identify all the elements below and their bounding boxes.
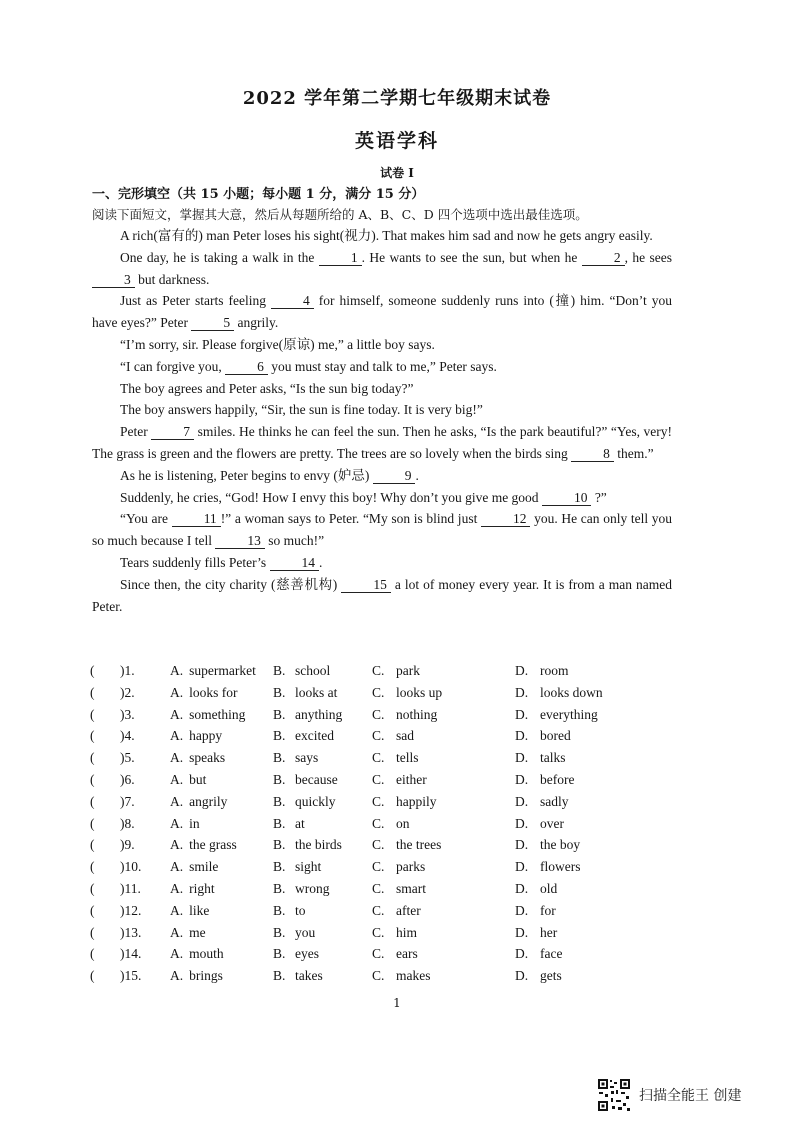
option-d-letter: D. <box>515 837 529 853</box>
option-c-text: sad <box>396 728 414 744</box>
option-d-letter: D. <box>515 880 529 896</box>
blank-4: 4 <box>271 293 314 309</box>
option-c-text: makes <box>396 968 431 984</box>
passage-paragraph: Since then, the city charity (慈善机构) 15 a lot of money every year. It is from a man named Peter. <box>92 576 672 614</box>
exam-title: 2022 学年第二学期七年级期末试卷 <box>242 88 552 109</box>
option-a-letter: A. <box>170 902 184 918</box>
option-c-text: parks <box>396 859 426 875</box>
option-b-text: excited <box>295 728 334 744</box>
option-b-letter: B. <box>273 706 286 722</box>
option-b-letter: B. <box>273 880 286 896</box>
question-number: )3. <box>120 706 135 722</box>
option-d-letter: D. <box>515 924 529 940</box>
option-b-letter: B. <box>273 946 286 962</box>
option-a-letter: A. <box>170 837 184 853</box>
option-a <box>170 707 245 723</box>
answer-paren: ( <box>90 859 95 875</box>
option-a-letter: A. <box>170 750 184 766</box>
page-number: 1 <box>393 996 401 1010</box>
option-b-letter: B. <box>273 924 286 940</box>
option-c-text: nothing <box>396 706 438 722</box>
cloze-passage <box>92 225 672 617</box>
option-d-text: looks down <box>540 684 603 700</box>
option-d-letter: D. <box>515 793 529 809</box>
blank-5: 5 <box>191 315 234 331</box>
option-b-letter: B. <box>273 968 286 984</box>
option-c-text: happily <box>396 793 437 809</box>
option-d-text: room <box>540 663 569 678</box>
option-b-letter: B. <box>273 728 286 744</box>
option-b-text: to <box>295 902 306 918</box>
question-number: )1. <box>120 663 135 678</box>
option-c-text: looks up <box>396 684 443 700</box>
option-a-text: brings <box>189 968 223 984</box>
question-number: )8. <box>120 815 135 831</box>
option-d-text: flowers <box>540 859 581 875</box>
option-a <box>170 663 256 679</box>
option-a <box>170 946 224 962</box>
option-b-text: at <box>295 815 305 831</box>
option-b-text: anything <box>295 706 343 722</box>
option-b-text: quickly <box>295 793 336 809</box>
question-number: )5. <box>120 750 135 766</box>
question-number: )13. <box>120 924 142 940</box>
question-number: )4. <box>120 728 135 744</box>
blank-2: 2 <box>582 250 625 266</box>
option-a-letter: A. <box>170 859 184 875</box>
answer-paren: ( <box>90 815 95 831</box>
option-d-text: her <box>540 924 558 940</box>
passage-paragraph: Tears suddenly fills Peter’s 14 . <box>120 554 323 570</box>
option-d-text: everything <box>540 706 598 722</box>
question-row <box>90 707 690 729</box>
option-a-letter: A. <box>170 880 184 896</box>
question-number: )14. <box>120 946 142 962</box>
option-c-letter: C. <box>372 946 385 962</box>
option-a-text: something <box>189 706 246 722</box>
passage-paragraph: One day, he is taking a walk in the 1 . He wants to see the sun, but when he 2 , he sees 3 but darkness. <box>92 247 672 291</box>
option-c-text: tells <box>396 750 419 766</box>
option-b-text: looks at <box>295 684 338 700</box>
passage-paragraph: Suddenly, he cries, “God! How I envy this boy! Why don’t you give me good 10 ?” <box>120 489 607 505</box>
blank-3: 3 <box>92 272 135 288</box>
option-d-letter: D. <box>515 771 529 787</box>
option-c-letter: C. <box>372 924 385 940</box>
option-c-letter: C. <box>372 793 385 809</box>
blank-7: 7 <box>151 424 194 440</box>
option-c-letter: C. <box>372 968 385 984</box>
option-a <box>170 728 222 744</box>
passage-paragraph: “I can forgive you, 6 you must stay and talk to me,” Peter says. <box>120 358 497 374</box>
section-instructions: 阅读下面短文，掌握其大意，然后从每题所给的 A、B、C、D 四个选项中选出最佳选项。 <box>92 207 588 222</box>
option-c-text: ears <box>396 946 418 962</box>
option-a <box>170 816 200 832</box>
passage-paragraph: The boy agrees and Peter asks, “Is the sun big today?” <box>120 380 414 396</box>
option-d-text: bored <box>540 728 571 744</box>
option-b-letter: B. <box>273 859 286 875</box>
question-number: )15. <box>120 968 142 984</box>
option-a-text: in <box>189 815 200 831</box>
option-c-letter: C. <box>372 750 385 766</box>
blank-15: 15 <box>341 577 391 593</box>
question-row <box>90 816 690 838</box>
passage-paragraph: The boy answers happily, “Sir, the sun is fine today. It is very big!” <box>120 402 483 418</box>
answer-paren: ( <box>90 924 95 940</box>
option-c-letter: C. <box>372 684 385 700</box>
scanner-watermark <box>597 1078 741 1112</box>
answer-paren: ( <box>90 793 95 809</box>
option-b-text: eyes <box>295 946 319 962</box>
option-a <box>170 903 209 919</box>
blank-14: 14 <box>270 555 320 571</box>
option-b-letter: B. <box>273 684 286 700</box>
option-c-letter: C. <box>372 663 385 678</box>
option-d-letter: D. <box>515 859 529 875</box>
watermark-text: 扫描全能王 创建 <box>639 1088 742 1104</box>
section-heading: 一、完形填空（共 15 小题；每小题 1 分，满分 15 分） <box>92 187 425 202</box>
option-b-letter: B. <box>273 750 286 766</box>
question-row <box>90 968 690 990</box>
answer-paren: ( <box>90 771 95 787</box>
qr-code-icon <box>597 1078 631 1112</box>
option-c-text: either <box>396 771 427 787</box>
option-d-text: for <box>540 902 556 918</box>
option-a-letter: A. <box>170 684 184 700</box>
question-number: )2. <box>120 684 135 700</box>
blank-8: 8 <box>571 446 614 462</box>
option-a-text: like <box>189 902 210 918</box>
option-b-letter: B. <box>273 663 286 678</box>
passage-paragraph: Just as Peter starts feeling 4 for himself, someone suddenly runs into (撞) him. “Don’t you have eyes?” Peter 5 angrily. <box>92 293 672 331</box>
passage-paragraph: Peter 7 smiles. He thinks he can feel the sun. Then he asks, “Is the park beautiful?” “Yes, very! The grass is green and the flowers are pretty. The trees are so lovely when the birds sing 8 them.” <box>92 424 672 461</box>
question-row <box>90 881 690 903</box>
option-d-text: gets <box>540 968 562 984</box>
option-c-letter: C. <box>372 728 385 744</box>
option-a-text: the grass <box>189 837 237 853</box>
option-a-letter: A. <box>170 946 184 962</box>
option-d-text: old <box>540 880 558 896</box>
question-row <box>90 946 690 968</box>
option-c-letter: C. <box>372 859 385 875</box>
option-c-text: smart <box>396 880 426 896</box>
question-row <box>90 663 690 685</box>
question-row <box>90 837 690 859</box>
option-d-letter: D. <box>515 750 529 766</box>
option-d-text: before <box>540 771 575 787</box>
option-b-text: sight <box>295 859 322 875</box>
option-a-letter: A. <box>170 663 184 678</box>
option-c-letter: C. <box>372 706 385 722</box>
subject-title: 英语学科 <box>354 130 439 152</box>
option-a-text: smile <box>189 859 219 875</box>
option-c-text: on <box>396 815 410 831</box>
question-number: )9. <box>120 837 135 853</box>
option-a-text: angrily <box>189 793 228 809</box>
option-c-letter: C. <box>372 880 385 896</box>
option-c-letter: C. <box>372 771 385 787</box>
option-d-letter: D. <box>515 684 529 700</box>
option-c-letter: C. <box>372 837 385 853</box>
answer-paren: ( <box>90 946 95 962</box>
answer-paren: ( <box>90 968 95 984</box>
option-a-text: me <box>189 924 206 940</box>
option-a-letter: A. <box>170 924 184 940</box>
option-c-text: the trees <box>396 837 442 853</box>
option-b-text: says <box>295 750 319 766</box>
option-a-letter: A. <box>170 771 184 787</box>
option-b-letter: B. <box>273 771 286 787</box>
option-a <box>170 925 206 941</box>
answer-paren: ( <box>90 750 95 766</box>
option-b-text: takes <box>295 968 323 984</box>
answer-paren: ( <box>90 706 95 722</box>
option-d-letter: D. <box>515 728 529 744</box>
option-a <box>170 685 238 701</box>
question-number: )12. <box>120 902 142 918</box>
option-a <box>170 772 206 788</box>
option-d-text: face <box>540 946 563 962</box>
option-b-text: the birds <box>295 837 342 853</box>
option-a-text: speaks <box>189 750 226 766</box>
option-a-text: looks for <box>189 684 238 700</box>
question-row <box>90 859 690 881</box>
question-row <box>90 925 690 947</box>
question-row <box>90 728 690 750</box>
blank-13: 13 <box>215 533 265 549</box>
question-row <box>90 772 690 794</box>
option-c-letter: C. <box>372 902 385 918</box>
option-a-text: but <box>189 771 207 787</box>
question-number: )11. <box>120 880 141 896</box>
question-number: )6. <box>120 771 135 787</box>
passage-paragraph: A rich(富有的) man Peter loses his sight(视力). That makes him sad and now he gets angry easily. <box>120 228 653 243</box>
option-a-text: supermarket <box>189 663 256 678</box>
option-d-text: over <box>540 815 564 831</box>
option-d-letter: D. <box>515 902 529 918</box>
option-a-text: right <box>189 880 215 896</box>
option-c-letter: C. <box>372 815 385 831</box>
question-number: )7. <box>120 793 135 809</box>
option-b-letter: B. <box>273 815 286 831</box>
answer-paren: ( <box>90 684 95 700</box>
option-a-letter: A. <box>170 968 184 984</box>
option-d-text: the boy <box>540 837 581 853</box>
blank-11: 11 <box>172 511 221 527</box>
answer-paren: ( <box>90 880 95 896</box>
option-d-letter: D. <box>515 946 529 962</box>
blank-6: 6 <box>225 359 268 375</box>
option-d-text: sadly <box>540 793 569 809</box>
option-a <box>170 859 218 875</box>
option-d-letter: D. <box>515 706 529 722</box>
option-a <box>170 794 227 810</box>
option-c-text: after <box>396 902 421 918</box>
option-a <box>170 968 223 984</box>
passage-paragraph: “You are 11 !” a woman says to Peter. “My son is blind just 12 you. He can only tell you so much because I tell 13 so much!” <box>92 511 672 549</box>
option-a-letter: A. <box>170 706 184 722</box>
option-a-text: mouth <box>189 946 224 962</box>
question-row <box>90 750 690 772</box>
option-a-letter: A. <box>170 793 184 809</box>
option-a-letter: A. <box>170 728 184 744</box>
question-number: )10. <box>120 859 142 875</box>
option-d-letter: D. <box>515 663 529 678</box>
option-b-text: because <box>295 771 338 787</box>
answer-paren: ( <box>90 902 95 918</box>
option-d-letter: D. <box>515 815 529 831</box>
option-b-text: you <box>295 924 316 940</box>
answer-paren: ( <box>90 837 95 853</box>
option-a-letter: A. <box>170 815 184 831</box>
blank-1: 1 <box>319 250 362 266</box>
option-a <box>170 750 225 766</box>
option-c-text: him <box>396 924 418 940</box>
option-a-text: happy <box>189 728 223 744</box>
passage-paragraph: As he is listening, Peter begins to envy (妒忌) 9 . <box>120 467 419 483</box>
blank-9: 9 <box>373 468 416 484</box>
blank-12: 12 <box>481 511 531 527</box>
passage-paragraph: “I’m sorry, sir. Please forgive(原谅) me,” a little boy says. <box>120 336 435 352</box>
answer-paren: ( <box>90 663 95 678</box>
option-d-letter: D. <box>515 968 529 984</box>
question-row <box>90 685 690 707</box>
option-d-text: talks <box>540 750 566 766</box>
option-b-letter: B. <box>273 837 286 853</box>
option-b-text: wrong <box>295 880 330 896</box>
option-a <box>170 881 215 897</box>
option-b-letter: B. <box>273 902 286 918</box>
question-row <box>90 794 690 816</box>
option-a <box>170 837 237 853</box>
option-b-text: school <box>295 663 331 678</box>
blank-10: 10 <box>542 490 592 506</box>
option-b-letter: B. <box>273 793 286 809</box>
answer-paren: ( <box>90 728 95 744</box>
question-row <box>90 903 690 925</box>
option-c-text: park <box>396 663 420 678</box>
paper-label: 试卷 I <box>380 166 414 180</box>
options-list <box>90 663 690 990</box>
